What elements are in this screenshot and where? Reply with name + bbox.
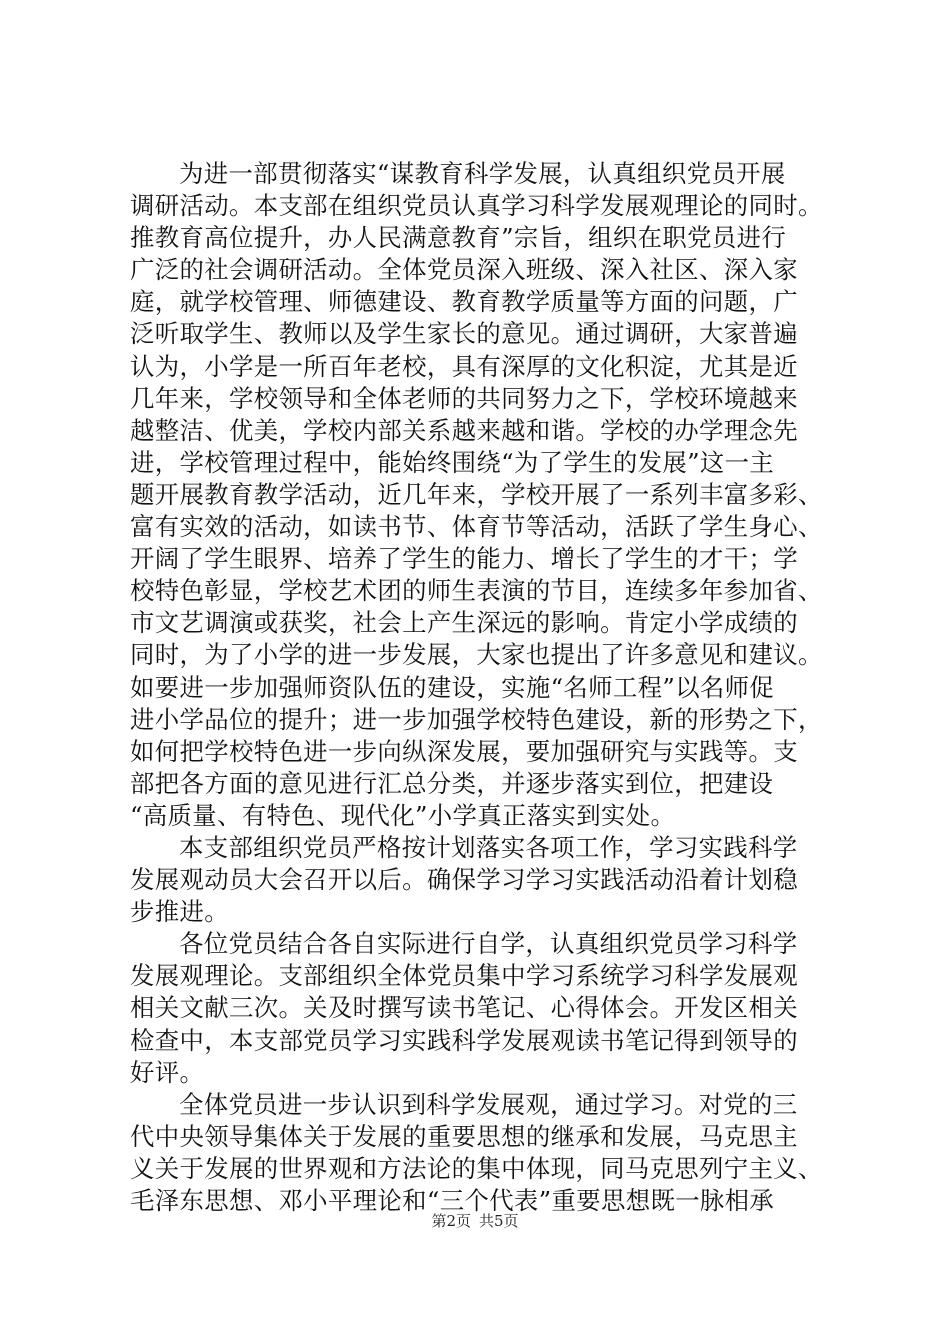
text-line: 检查中，本支部党员学习实践科学发展观读书笔记得到领导的 xyxy=(130,1025,798,1055)
text-line: 发展观动员大会召开以后。确保学习学习实践活动沿着计划稳 xyxy=(130,865,798,895)
text-line: 越整洁、优美，学校内部关系越来越和谐。学校的办学理念先 xyxy=(130,415,798,445)
text-line: 部把各方面的意见进行汇总分类，并逐步落实到位，把建设 xyxy=(130,768,774,798)
text-line: 代中央领导集体关于发展的重要思想的继承和发展，马克思主 xyxy=(130,1121,798,1151)
text-line: 泛听取学生、教师以及学生家长的意见。通过调研，大家普遍 xyxy=(130,319,798,349)
text-line: 如何把学校特色进一步向纵深发展，要加强研究与实践等。支 xyxy=(130,736,798,766)
text-line: 步推进。 xyxy=(130,897,229,927)
text-line: 进，学校管理过程中，能始终围绕“为了学生的发展”这一主 xyxy=(130,447,775,477)
text-line: 进小学品位的提升；进一步加强学校特色建设，新的形势之下， xyxy=(130,704,823,734)
text-line: 几年来，学校领导和全体老师的共同努力之下，学校环境越来 xyxy=(130,383,798,413)
text-line: 各位党员结合各自实际进行自学，认真组织党员学习科学 xyxy=(179,929,798,959)
text-line: 开阔了学生眼界、培养了学生的能力、增长了学生的才干；学 xyxy=(130,544,798,574)
text-line: 好评。 xyxy=(130,1057,205,1087)
text-line: 相关文献三次。关及时撰写读书笔记、心得体会。开发区相关 xyxy=(130,993,798,1023)
text-line: 如要进一步加强师资队伍的建设，实施“名师工程”以名师促 xyxy=(130,672,775,702)
text-line: 调研活动。本支部在组织党员认真学习科学发展观理论的同时。 xyxy=(130,191,823,221)
body-text xyxy=(130,158,835,1217)
text-line: 富有实效的活动，如读书节、体育节等活动，活跃了学生身心、 xyxy=(130,512,823,542)
text-line: 为进一部贯彻落实“谋教育科学发展，认真组织党员开展 xyxy=(179,159,786,188)
page-number-current: 第2页 xyxy=(431,1212,471,1230)
text-line: 毛泽东思想、邓小平理论和“三个代表”重要思想既一脉相承 xyxy=(130,1186,775,1215)
text-line: 同时，为了小学的进一步发展，大家也提出了许多意见和建议。 xyxy=(130,640,823,670)
text-line: 市文艺调演或获奖，社会上产生深远的影响。肯定小学成绩的 xyxy=(130,608,798,638)
text-line: 认为，小学是一所百年老校，具有深厚的文化积淀，尤其是近 xyxy=(130,351,798,381)
text-line: “高质量、有特色、现代化”小学真正落实到实处。 xyxy=(130,800,676,830)
page-number-total: 共5页 xyxy=(479,1212,519,1230)
text-line: 本支部组织党员严格按计划落实各项工作，学习实践科学 xyxy=(179,832,798,862)
text-line: 题开展教育教学活动，近几年来，学校开展了一系列丰富多彩、 xyxy=(130,479,823,509)
text-line: 庭，就学校管理、师德建设、教育教学质量等方面的问题，广 xyxy=(130,287,798,317)
text-line: 推教育高位提升，办人民满意教育”宗旨，组织在职党员进行 xyxy=(130,223,787,253)
text-line: 校特色彰显，学校艺术团的师生表演的节目，连续多年参加省、 xyxy=(130,576,823,606)
page-footer xyxy=(0,1211,950,1231)
text-line: 广泛的社会调研活动。全体党员深入班级、深入社区、深入家 xyxy=(130,255,798,285)
text-line: 全体党员进一步认识到科学发展观，通过学习。对党的三 xyxy=(179,1089,798,1119)
text-line: 发展观理论。支部组织全体党员集中学习系统学习科学发展观 xyxy=(130,961,798,991)
text-line: 义关于发展的世界观和方法论的集中体现，同马克思列宁主义、 xyxy=(130,1153,823,1183)
